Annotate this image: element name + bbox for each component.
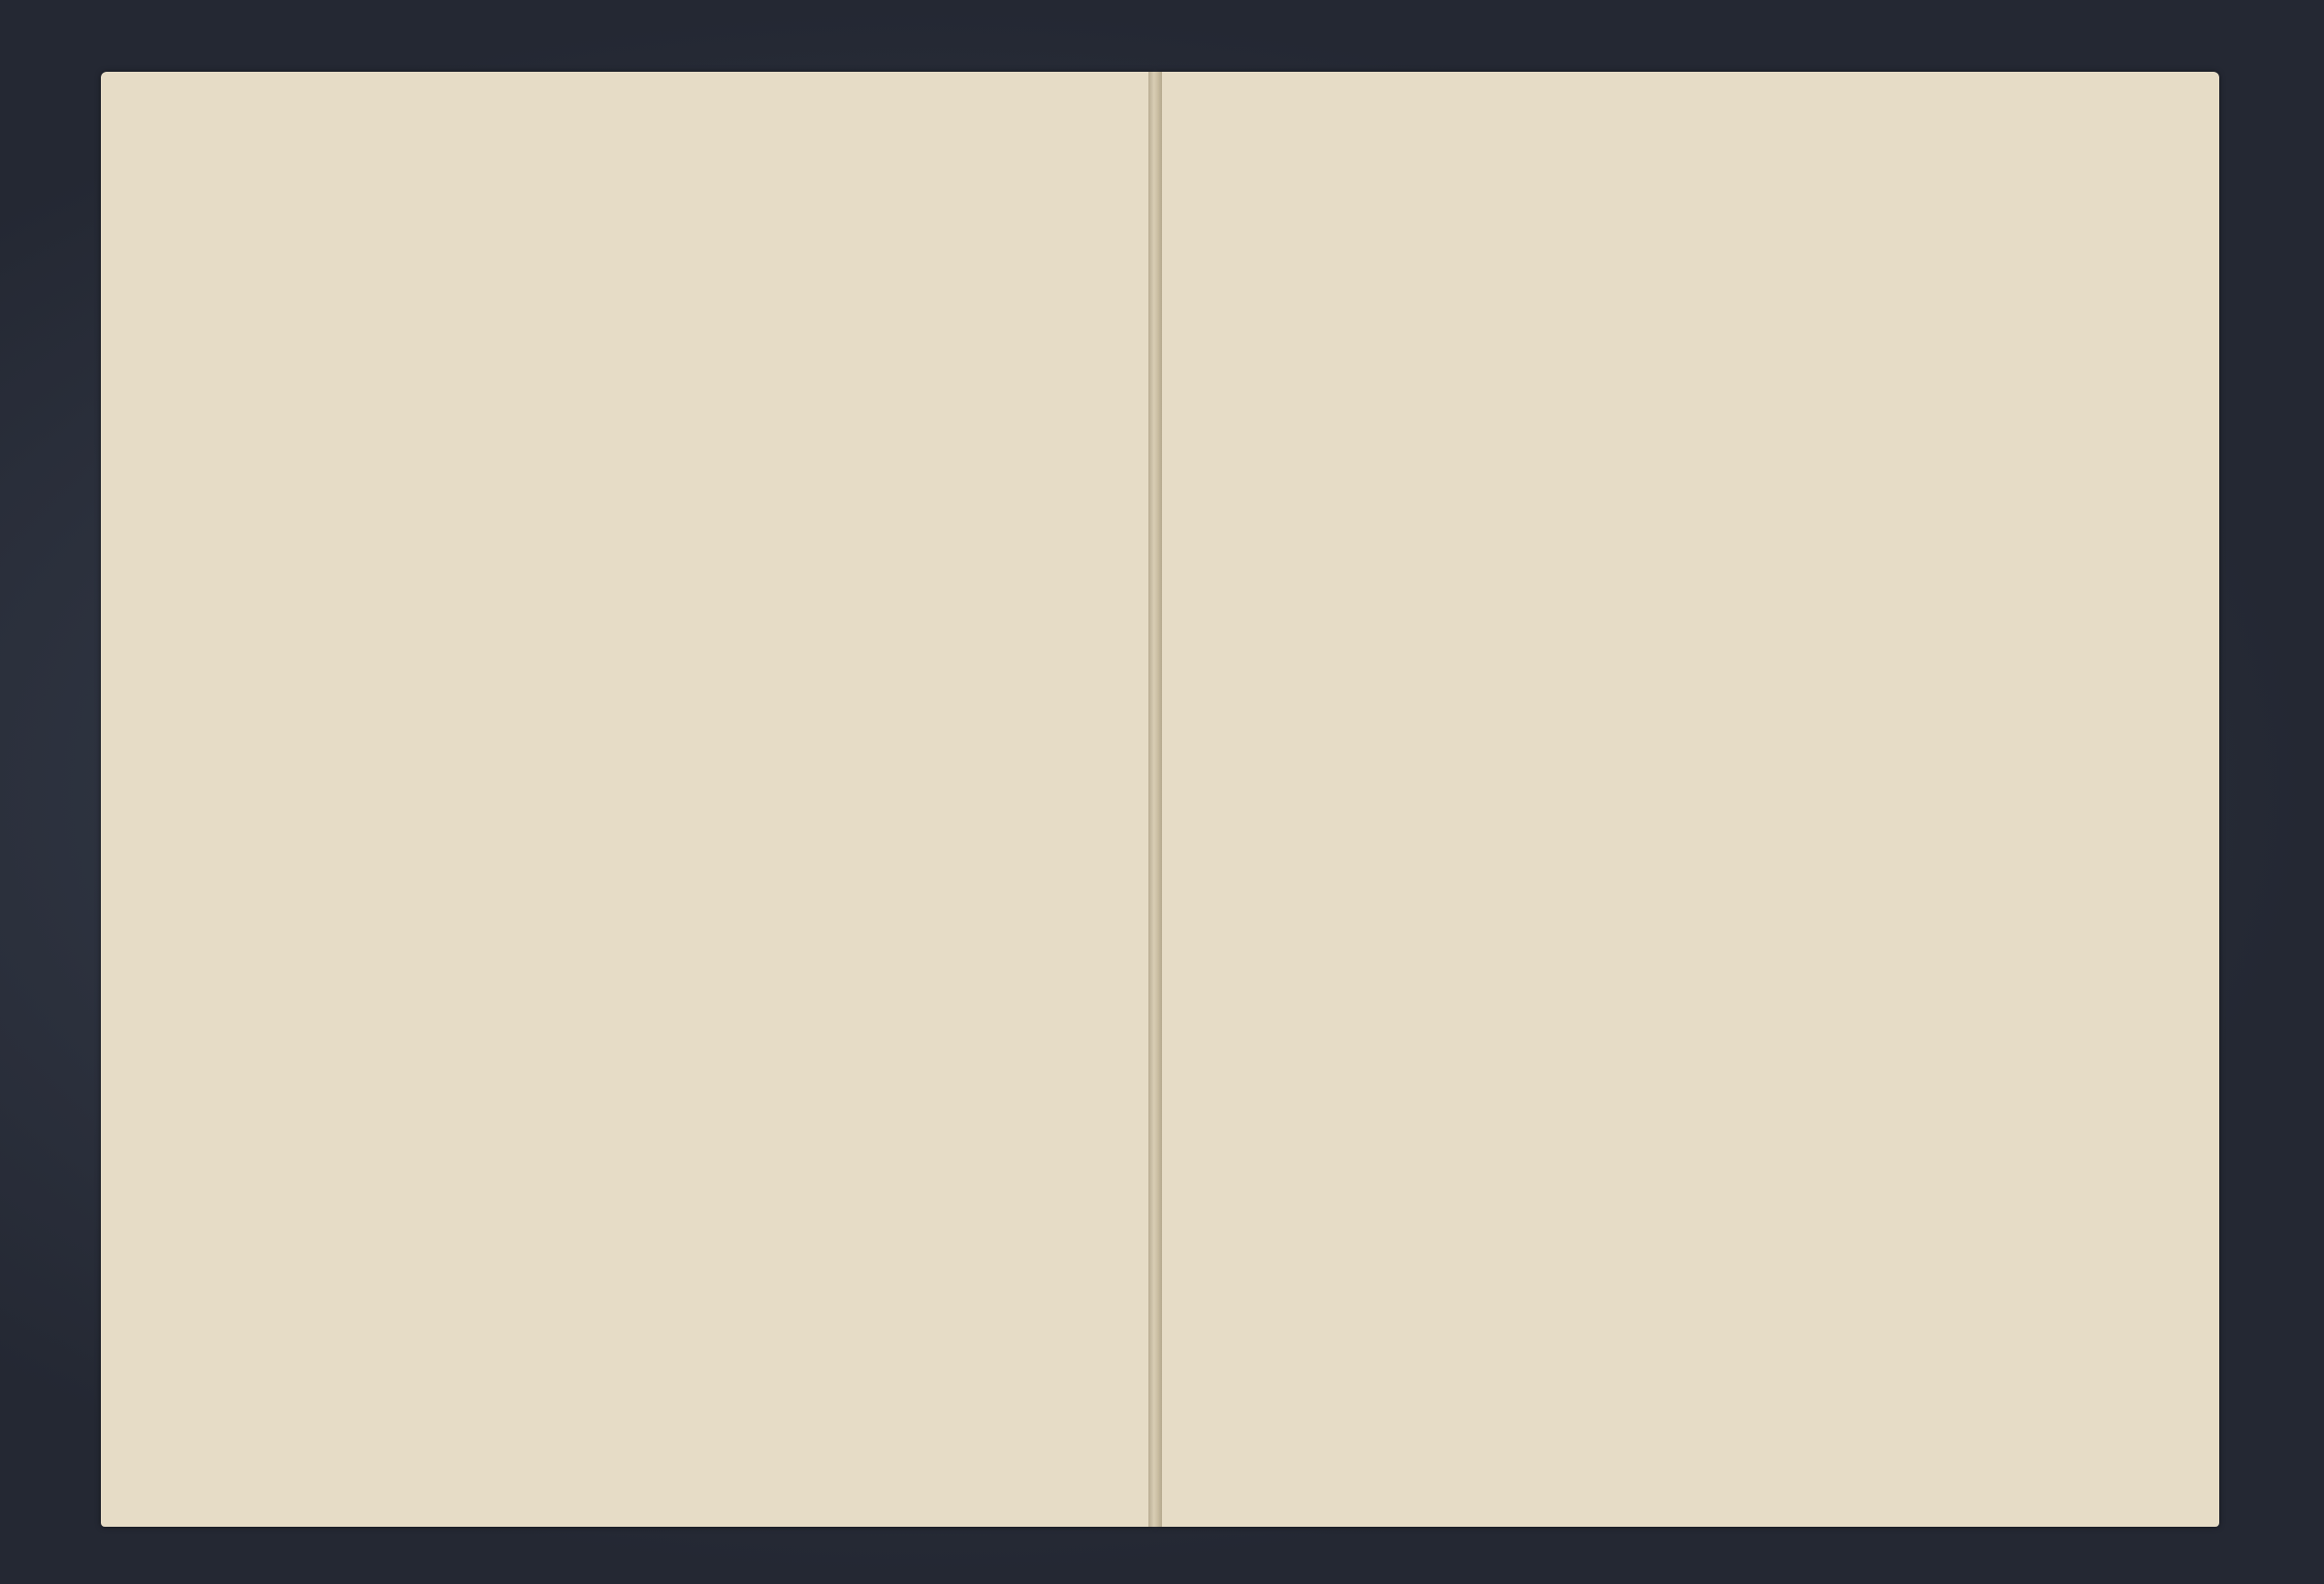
left-page bbox=[101, 72, 1153, 1527]
right-page bbox=[1157, 72, 2219, 1527]
book-spine bbox=[1148, 72, 1162, 1527]
